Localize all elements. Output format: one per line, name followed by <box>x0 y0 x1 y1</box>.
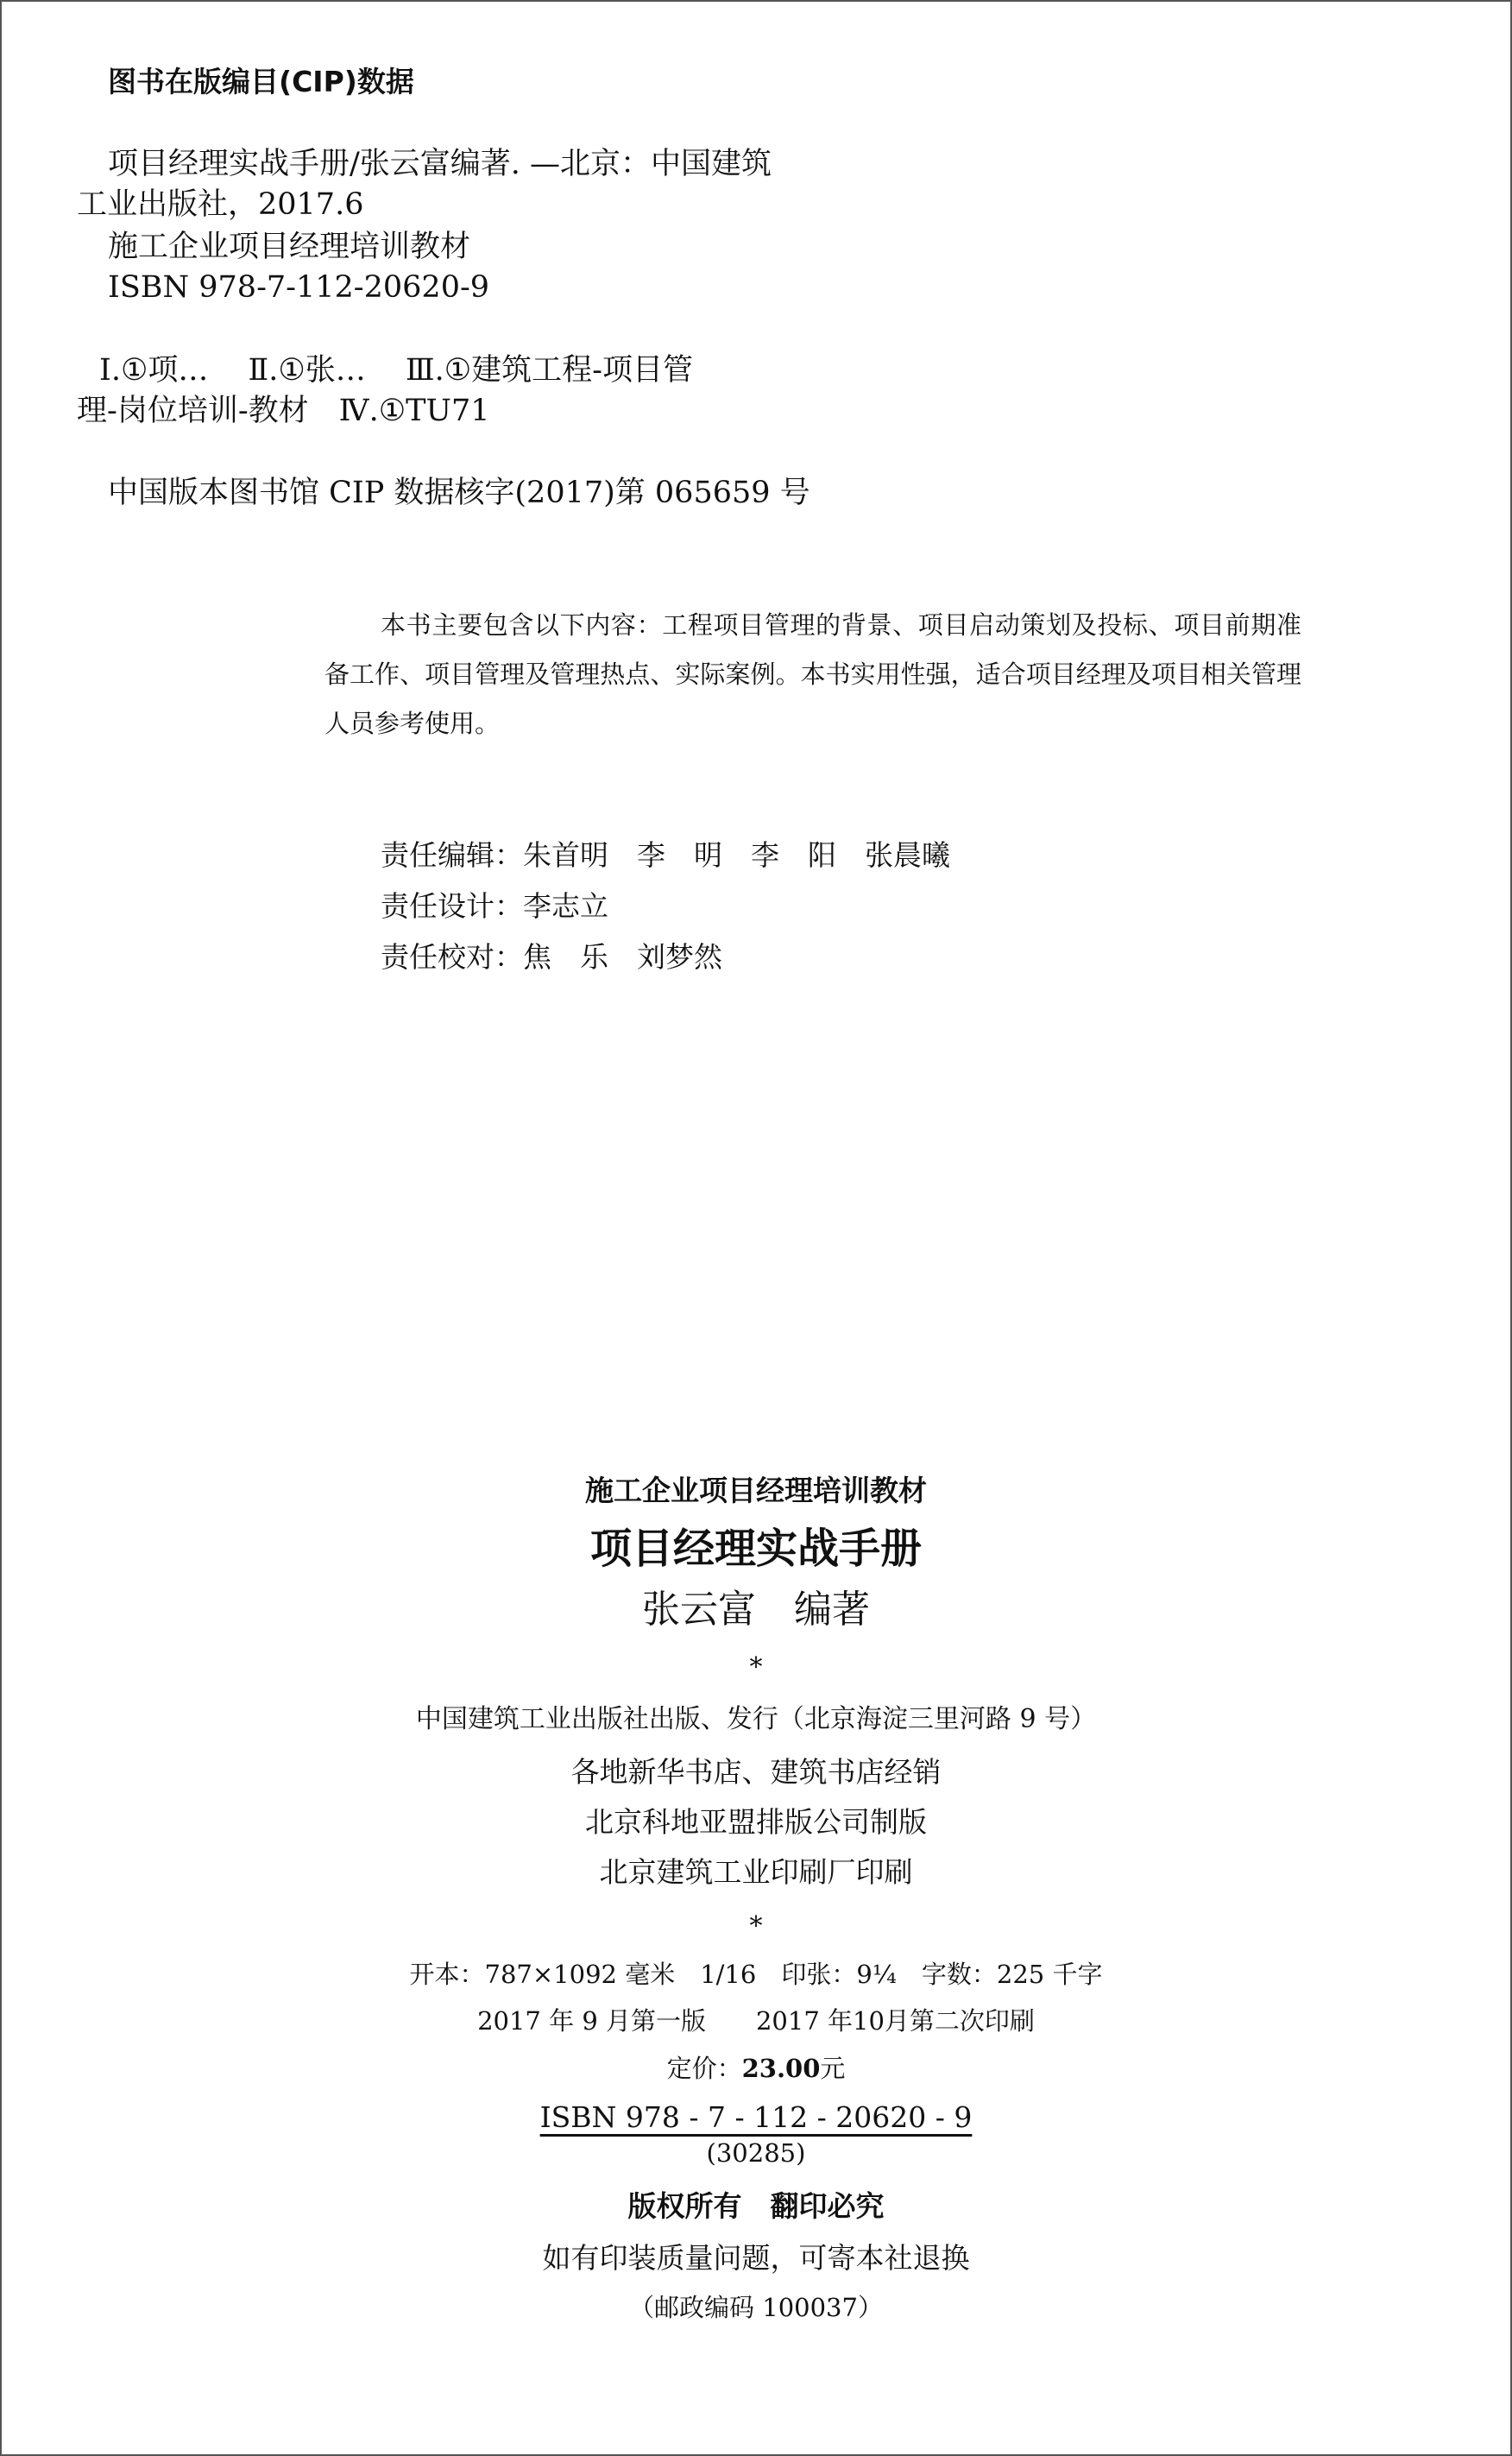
distributor-line: 各地新华书店、建筑书店经销 <box>570 1755 942 1789</box>
catalog-code: (30285) <box>706 2138 806 2168</box>
credits-proofreading: 责任校对：焦 乐 刘梦然 <box>381 940 722 974</box>
publisher-line: 中国建筑工业出版社出版、发行（北京海淀三里河路 9 号） <box>415 1704 1097 1734</box>
cip-line-3: 施工企业项目经理培训教材 <box>108 230 471 264</box>
book-title: 项目经理实战手册 <box>589 1525 922 1573</box>
specs-line: 开本：787×1092 毫米 1/16 印张：9¼ 字数：225 千字 <box>409 1960 1103 1989</box>
cip-line-2: 工业出版社，2017.6 <box>77 187 364 222</box>
price-value: 23.00 <box>741 2054 821 2083</box>
separator-star: * <box>749 1652 763 1683</box>
cip-isbn: ISBN 978-7-112-20620-9 <box>108 270 490 305</box>
book-author: 张云富 编著 <box>642 1588 870 1632</box>
credits-design: 责任设计：李志立 <box>381 889 608 923</box>
copyright-notice: 版权所有 翻印必究 <box>627 2189 885 2223</box>
printer-line: 北京建筑工业印刷厂印刷 <box>599 1855 913 1889</box>
price-unit: 元 <box>820 2054 846 2083</box>
isbn-barcode-text <box>2 2100 1510 2134</box>
postcode: （邮政编码 100037） <box>629 2293 883 2322</box>
cip-line-1: 项目经理实战手册/张云富编著. —北京：中国建筑 <box>108 147 772 181</box>
isbn: ISBN 978 - 7 - 112 - 20620 - 9 <box>539 2100 973 2134</box>
editions-line: 2017 年 9 月第一版 2017 年10月第二次印刷 <box>477 2006 1035 2036</box>
return-note: 如有印装质量问题，可寄本社退换 <box>542 2241 970 2275</box>
price-line <box>2 2056 1510 2081</box>
price-label: 定价： <box>666 2054 742 2083</box>
cip-heading: 图书在版编目(CIP)数据 <box>108 65 414 98</box>
cip-class-line-2: 理-岗位培训-教材 Ⅳ.①TU71 <box>77 394 490 428</box>
book-summary: 本书主要包含以下内容：工程项目管理的背景、项目启动策划及投标、项目前期准备工作、项目管理及管理热点、实际案例。本书实用性强，适合项目经理及项目相关管理人员参考使用。 <box>324 610 1301 738</box>
series-name: 施工企业项目经理培训教材 <box>585 1474 927 1507</box>
cip-record-number: 中国版本图书馆 CIP 数据核字(2017)第 065659 号 <box>108 476 810 510</box>
credits-editors: 责任编辑：朱首明 李 明 李 阳 张晨曦 <box>381 838 950 872</box>
separator-star: * <box>749 1911 763 1941</box>
cip-class-line-1: Ⅰ.①项… Ⅱ.①张… Ⅲ.①建筑工程-项目管 <box>99 353 693 388</box>
typesetter-line: 北京科地亚盟排版公司制版 <box>585 1805 927 1839</box>
